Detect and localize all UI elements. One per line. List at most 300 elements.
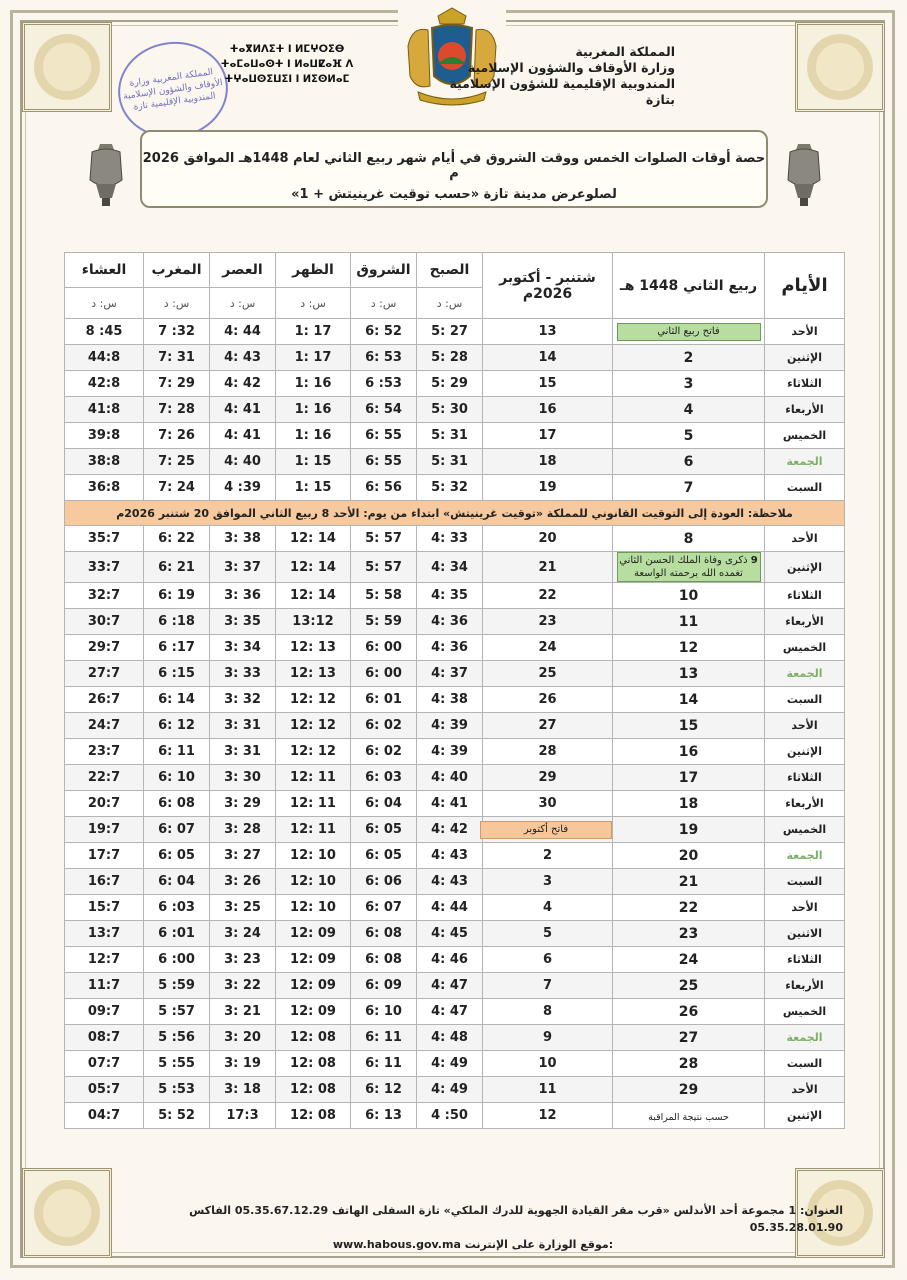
maghrib-time: 32: 7 <box>144 319 210 345</box>
maghrib-time: 00: 6 <box>144 947 210 973</box>
isha-time: 16:7 <box>65 869 144 895</box>
dhuhr-time: 10 :12 <box>276 869 351 895</box>
fajr-time: 45 :4 <box>417 921 483 947</box>
fajr-time: 29 :5 <box>417 371 483 397</box>
table-row <box>65 1025 845 1051</box>
hijri-date: 25 <box>613 973 765 999</box>
asr-time: 33 :3 <box>210 661 276 687</box>
isha-time: 24:7 <box>65 713 144 739</box>
gregorian-date: 18 <box>483 449 613 475</box>
gregorian-date: 17 <box>483 423 613 449</box>
dhuhr-time: 08 :12 <box>276 1025 351 1051</box>
gregorian-date: 8 <box>483 999 613 1025</box>
header-row <box>65 253 845 288</box>
shuruq-time: 08 :6 <box>351 947 417 973</box>
asr-time: 32 :3 <box>210 687 276 713</box>
asr-time: 23 :3 <box>210 947 276 973</box>
gregorian-date: 5 <box>483 921 613 947</box>
hijri-date: 15 <box>613 713 765 739</box>
day-name: السبت <box>765 869 845 895</box>
dhuhr-time: 08 :12 <box>276 1077 351 1103</box>
gregorian-date: 28 <box>483 739 613 765</box>
gregorian-date: 10 <box>483 1051 613 1077</box>
hijri-date: 11 <box>613 609 765 635</box>
maghrib-time: 10 :6 <box>144 765 210 791</box>
shuruq-time: 07 :6 <box>351 895 417 921</box>
hijri-date: 21 <box>613 869 765 895</box>
dhuhr-time: 12 :12 <box>276 713 351 739</box>
table-row <box>65 1077 845 1103</box>
table-row <box>65 817 845 843</box>
dhuhr-time: 09 :12 <box>276 999 351 1025</box>
asr-time: 27 :3 <box>210 843 276 869</box>
dhuhr-time: 10 :12 <box>276 895 351 921</box>
header-gregorian: شتنبر - أكتوبر 2026م <box>483 253 613 319</box>
maghrib-time: 28 :7 <box>144 397 210 423</box>
hijri-date: 8 <box>613 526 765 552</box>
gregorian-date: 2 <box>483 843 613 869</box>
isha-time: 41:8 <box>65 397 144 423</box>
asr-time: 39: 4 <box>210 475 276 501</box>
table-row <box>65 552 845 583</box>
maghrib-time: 05 :6 <box>144 843 210 869</box>
asr-time: 29 :3 <box>210 791 276 817</box>
table-row <box>65 583 845 609</box>
gregorian-date: 9 <box>483 1025 613 1051</box>
corner-ornament-icon <box>22 22 112 112</box>
shuruq-time: 11 :6 <box>351 1051 417 1077</box>
asr-time: 24 :3 <box>210 921 276 947</box>
isha-time: 15:7 <box>65 895 144 921</box>
day-name: الإثنين <box>765 1103 845 1129</box>
dhuhr-time: 09 :12 <box>276 947 351 973</box>
gregorian-date: 4 <box>483 895 613 921</box>
isha-time: 20:7 <box>65 791 144 817</box>
dhuhr-time: 14 :12 <box>276 526 351 552</box>
amazigh-header <box>192 42 382 87</box>
table-row <box>65 765 845 791</box>
day-name: الخميس <box>765 635 845 661</box>
prayer-times-table <box>64 252 845 1129</box>
maghrib-time: 56: 5 <box>144 1025 210 1051</box>
shuruq-time: 11 :6 <box>351 1025 417 1051</box>
table-row <box>65 843 845 869</box>
observation-note: حسب نتيجة المراقبة <box>648 1111 729 1123</box>
isha-time: 11:7 <box>65 973 144 999</box>
gregorian-date: 16 <box>483 397 613 423</box>
isha-time: 23:7 <box>65 739 144 765</box>
fajr-time: 39 :4 <box>417 713 483 739</box>
isha-time: 13:7 <box>65 921 144 947</box>
prayer-times-table-wrap <box>64 252 844 1129</box>
shuruq-time: 53 :6 <box>351 345 417 371</box>
dhuhr-time: 15 :1 <box>276 475 351 501</box>
shuruq-time: 13 :6 <box>351 1103 417 1129</box>
shuruq-time: 53: 6 <box>351 371 417 397</box>
isha-time: 26:7 <box>65 687 144 713</box>
time-change-note-row <box>65 501 845 526</box>
october-start-note: فاتح أكتوبر <box>480 821 612 839</box>
asr-time: 21 :3 <box>210 999 276 1025</box>
gregorian-date: 6 <box>483 947 613 973</box>
maghrib-time: 14 :6 <box>144 687 210 713</box>
asr-time: 40 :4 <box>210 449 276 475</box>
table-row <box>65 739 845 765</box>
ministry-line: بتازة <box>645 92 675 107</box>
amazigh-line: ⵜⴰⵎⴰⵡⴰⵙⵜ ⵏ ⵍⴰⵡⵇⴰⴼ ⴷ ⵜⵖⴰⵡⵙⵉⵡⵉⵏ ⵏ ⵍⵉⵙⵍⴰⵎ <box>220 59 354 85</box>
asr-time: 42 :4 <box>210 371 276 397</box>
fajr-time: 32 :5 <box>417 475 483 501</box>
day-name: الثلاثاء <box>765 371 845 397</box>
fajr-time: 49 :4 <box>417 1051 483 1077</box>
isha-time: 35:7 <box>65 526 144 552</box>
asr-time: 35 :3 <box>210 609 276 635</box>
maghrib-time: 55: 5 <box>144 1051 210 1077</box>
maghrib-time: 12 :6 <box>144 713 210 739</box>
gregorian-date: 20 <box>483 526 613 552</box>
isha-time: 04:7 <box>65 1103 144 1129</box>
footer-website <box>103 1236 843 1253</box>
dhuhr-time: 16 :1 <box>276 371 351 397</box>
dhuhr-time: 09 :12 <box>276 973 351 999</box>
hijri-date: 22 <box>613 895 765 921</box>
fajr-time: 43 :4 <box>417 843 483 869</box>
day-name: الخميس <box>765 817 845 843</box>
day-name: الجمعة <box>765 449 845 475</box>
hijri-date: 5 <box>613 423 765 449</box>
gregorian-date: 22 <box>483 583 613 609</box>
header-maghrib: المغرب <box>144 253 210 288</box>
dhuhr-time: 08 :12 <box>276 1051 351 1077</box>
shuruq-time: 57 :5 <box>351 552 417 583</box>
gregorian-date: 26 <box>483 687 613 713</box>
isha-time: 19:7 <box>65 817 144 843</box>
title-line-1: حصة أوقات الصلوات الخمس ووقت الشروق في أيام شهر ربيع الثاني لعام 1448هـ الموافق 2026 م <box>142 151 766 181</box>
dhuhr-time: 17 :1 <box>276 319 351 345</box>
shuruq-time: 12 :6 <box>351 1077 417 1103</box>
fajr-time: 40 :4 <box>417 765 483 791</box>
fajr-time: 34 :4 <box>417 552 483 583</box>
hijri-date <box>613 319 765 345</box>
asr-time: 28 :3 <box>210 817 276 843</box>
dhuhr-time: 08 :12 <box>276 1103 351 1129</box>
table-note-section <box>65 501 845 526</box>
fajr-time: 49 :4 <box>417 1077 483 1103</box>
isha-time: 45: 8 <box>65 319 144 345</box>
website-label: موقع الوزارة على الإنترنت: <box>464 1238 614 1251</box>
asr-time: 19 :3 <box>210 1051 276 1077</box>
maghrib-time: 25 :7 <box>144 449 210 475</box>
commemoration-day: 9 <box>750 555 758 566</box>
fajr-time: 47 :4 <box>417 973 483 999</box>
day-name: الاثنين <box>765 921 845 947</box>
header-days: الأيام <box>765 253 845 319</box>
fajr-time: 36 :4 <box>417 635 483 661</box>
shuruq-time: 01 :6 <box>351 687 417 713</box>
maghrib-time: 22 :6 <box>144 526 210 552</box>
hijri-date: 19 <box>613 817 765 843</box>
dhuhr-time: 17 :1 <box>276 345 351 371</box>
hijri-date: 29 <box>613 1077 765 1103</box>
lantern-icon <box>82 142 130 208</box>
day-name: الأحد <box>765 895 845 921</box>
shuruq-time: 58 :5 <box>351 583 417 609</box>
asr-time: 31 :3 <box>210 713 276 739</box>
fajr-time: 37 :4 <box>417 661 483 687</box>
header-dhuhr: الظهر <box>276 253 351 288</box>
fajr-time: 35 :4 <box>417 583 483 609</box>
isha-time: 30:7 <box>65 609 144 635</box>
table-row <box>65 371 845 397</box>
isha-time: 29:7 <box>65 635 144 661</box>
corner-ornament-icon <box>795 22 885 112</box>
isha-time: 32:7 <box>65 583 144 609</box>
table-row <box>65 397 845 423</box>
day-name: الثلاثاء <box>765 583 845 609</box>
gregorian-date: 13 <box>483 319 613 345</box>
asr-time: 37 :3 <box>210 552 276 583</box>
hijri-date: 6 <box>613 449 765 475</box>
asr-time: 41 :4 <box>210 423 276 449</box>
asr-time: 36 :3 <box>210 583 276 609</box>
table-row <box>65 1103 845 1129</box>
header-isha: العشاء <box>65 253 144 288</box>
dhuhr-time: 16 :1 <box>276 423 351 449</box>
isha-time: 36:8 <box>65 475 144 501</box>
header-hijri: ربيع الثاني 1448 هـ <box>613 253 765 319</box>
day-name: السبت <box>765 475 845 501</box>
dhuhr-time: 13 :12 <box>276 661 351 687</box>
day-name: الأحد <box>765 319 845 345</box>
shuruq-time: 09 :6 <box>351 973 417 999</box>
dhuhr-time: 11 :12 <box>276 817 351 843</box>
table-row <box>65 687 845 713</box>
day-name: الإثنين <box>765 552 845 583</box>
day-name: الثلاثاء <box>765 947 845 973</box>
table-row <box>65 1051 845 1077</box>
gregorian-date: 27 <box>483 713 613 739</box>
fajr-time: 46 :4 <box>417 947 483 973</box>
table-row <box>65 713 845 739</box>
fajr-time: 27 :5 <box>417 319 483 345</box>
asr-time: 18 :3 <box>210 1077 276 1103</box>
isha-time: 17:7 <box>65 843 144 869</box>
asr-time: 31 :3 <box>210 739 276 765</box>
table-row <box>65 869 845 895</box>
hijri-date: 7 <box>613 475 765 501</box>
day-name: الأحد <box>765 526 845 552</box>
day-name: الثلاثاء <box>765 765 845 791</box>
commemoration-note <box>617 552 761 582</box>
time-change-note: ملاحظة: العودة إلى التوقيت القانوني للمملكة «توقيت غرينيتش» ابتداء من يوم: الأحد 8 ربيع الثاني الموافق 20 شتنبر 2026م <box>65 501 845 526</box>
hijri-date: 17 <box>613 765 765 791</box>
unit-label: س: د <box>417 288 483 319</box>
maghrib-time: 19 :6 <box>144 583 210 609</box>
table-row <box>65 449 845 475</box>
maghrib-time: 04 :6 <box>144 869 210 895</box>
gregorian-date <box>483 817 613 843</box>
asr-time: 22 :3 <box>210 973 276 999</box>
table-row <box>65 475 845 501</box>
hijri-date <box>613 1103 765 1129</box>
ministry-header <box>415 44 675 108</box>
asr-time: 20 :3 <box>210 1025 276 1051</box>
table-row <box>65 999 845 1025</box>
maghrib-time: 57: 5 <box>144 999 210 1025</box>
dhuhr-time: 13 :12 <box>276 635 351 661</box>
fajr-time: 31 :5 <box>417 423 483 449</box>
header-asr: العصر <box>210 253 276 288</box>
hijri-date: 12 <box>613 635 765 661</box>
shuruq-time: 57 :5 <box>351 526 417 552</box>
table-row <box>65 423 845 449</box>
unit-label: س: د <box>65 288 144 319</box>
header-fajr: الصبح <box>417 253 483 288</box>
dhuhr-time: 12 :12 <box>276 687 351 713</box>
maghrib-time: 07 :6 <box>144 817 210 843</box>
shuruq-time: 00 :6 <box>351 661 417 687</box>
asr-time: 34 :3 <box>210 635 276 661</box>
dhuhr-time: 10 :12 <box>276 843 351 869</box>
unit-label: س: د <box>210 288 276 319</box>
gregorian-date: 25 <box>483 661 613 687</box>
table-row <box>65 973 845 999</box>
header-shuruq: الشروق <box>351 253 417 288</box>
maghrib-time: 29 :7 <box>144 371 210 397</box>
website-url[interactable]: www.habous.gov.ma <box>332 1238 461 1251</box>
fajr-time: 31 :5 <box>417 449 483 475</box>
isha-time: 09:7 <box>65 999 144 1025</box>
maghrib-time: 52 :5 <box>144 1103 210 1129</box>
isha-time: 33:7 <box>65 552 144 583</box>
fajr-time: 36 :4 <box>417 609 483 635</box>
shuruq-time: 55 :6 <box>351 423 417 449</box>
day-name: الخميس <box>765 423 845 449</box>
gregorian-date: 29 <box>483 765 613 791</box>
hijri-date: 26 <box>613 999 765 1025</box>
fajr-time: 39 :4 <box>417 739 483 765</box>
table-row <box>65 319 845 345</box>
maghrib-time: 08 :6 <box>144 791 210 817</box>
isha-time: 05:7 <box>65 1077 144 1103</box>
title-box <box>140 130 768 208</box>
dhuhr-time: 09 :12 <box>276 921 351 947</box>
shuruq-time: 54 :6 <box>351 397 417 423</box>
maghrib-time: 53: 5 <box>144 1077 210 1103</box>
gregorian-date: 11 <box>483 1077 613 1103</box>
shuruq-time: 56 :6 <box>351 475 417 501</box>
shuruq-time: 05 :6 <box>351 817 417 843</box>
table-row <box>65 921 845 947</box>
shuruq-time: 10 :6 <box>351 999 417 1025</box>
gregorian-date: 23 <box>483 609 613 635</box>
ministry-line: المندوبية الإقليمية للشؤون الإسلامية <box>449 76 675 91</box>
table-row <box>65 661 845 687</box>
corner-ornament-icon <box>22 1168 112 1258</box>
gregorian-date: 30 <box>483 791 613 817</box>
isha-time: 38:8 <box>65 449 144 475</box>
maghrib-time: 15: 6 <box>144 661 210 687</box>
fajr-time: 38 :4 <box>417 687 483 713</box>
maghrib-time: 18: 6 <box>144 609 210 635</box>
ministry-line: المملكة المغربية <box>575 44 675 59</box>
shuruq-time: 52 :6 <box>351 319 417 345</box>
table-row <box>65 345 845 371</box>
maghrib-time: 11 :6 <box>144 739 210 765</box>
hijri-date: 23 <box>613 921 765 947</box>
maghrib-time: 31 :7 <box>144 345 210 371</box>
isha-time: 12:7 <box>65 947 144 973</box>
day-name: الجمعة <box>765 1025 845 1051</box>
stamp-text: المملكة المغربية وزارة الأوقاف والشؤون الإسلامية المندوبية الإقليمية تازة <box>122 67 224 113</box>
dhuhr-time: 11 :12 <box>276 791 351 817</box>
commemoration-text: ذكرى وفاة الملك الحسن الثاني تغمده الله برحمته الواسعة <box>619 555 748 579</box>
day-name: الجمعة <box>765 661 845 687</box>
asr-time: 41 :4 <box>210 397 276 423</box>
gregorian-date: 3 <box>483 869 613 895</box>
gregorian-date: 15 <box>483 371 613 397</box>
hijri-date: 4 <box>613 397 765 423</box>
gregorian-date: 7 <box>483 973 613 999</box>
maghrib-time: 01: 6 <box>144 921 210 947</box>
fajr-time: 41 :4 <box>417 791 483 817</box>
shuruq-time: 02 :6 <box>351 739 417 765</box>
asr-time: 43 :4 <box>210 345 276 371</box>
shuruq-time: 02 :6 <box>351 713 417 739</box>
hijri-date: 3 <box>613 371 765 397</box>
hijri-date: 20 <box>613 843 765 869</box>
table-row <box>65 895 845 921</box>
day-name: الأربعاء <box>765 609 845 635</box>
amazigh-line: ⵜⴰⴳⵍⴷⵉⵜ ⵏ ⵍⵎⵖⵔⵉⴱ <box>229 44 345 55</box>
table-row <box>65 526 845 552</box>
dhuhr-time: 11 :12 <box>276 765 351 791</box>
day-name: الأحد <box>765 1077 845 1103</box>
day-name: الأربعاء <box>765 791 845 817</box>
hijri-date: 18 <box>613 791 765 817</box>
lantern-icon <box>780 142 828 208</box>
gregorian-date: 24 <box>483 635 613 661</box>
shuruq-time: 06 :6 <box>351 869 417 895</box>
maghrib-time: 17: 6 <box>144 635 210 661</box>
ministry-line: وزارة الأوقاف والشؤون الإسلامية <box>467 60 675 75</box>
day-name: الأربعاء <box>765 973 845 999</box>
isha-time: 22:7 <box>65 765 144 791</box>
table-row <box>65 635 845 661</box>
unit-label: س: د <box>351 288 417 319</box>
shuruq-time: 03 :6 <box>351 765 417 791</box>
dhuhr-time: 16 :1 <box>276 397 351 423</box>
fajr-time: 33 :4 <box>417 526 483 552</box>
dhuhr-time: 14 :12 <box>276 583 351 609</box>
table-row <box>65 947 845 973</box>
maghrib-time: 26 :7 <box>144 423 210 449</box>
unit-label: س: د <box>144 288 210 319</box>
hijri-date: 10 <box>613 583 765 609</box>
maghrib-time: 21 :6 <box>144 552 210 583</box>
isha-time: 39:8 <box>65 423 144 449</box>
day-name: السبت <box>765 1051 845 1077</box>
asr-time: 30 :3 <box>210 765 276 791</box>
isha-time: 08:7 <box>65 1025 144 1051</box>
fajr-time: 42 :4 <box>417 817 483 843</box>
isha-time: 27:7 <box>65 661 144 687</box>
isha-time: 07:7 <box>65 1051 144 1077</box>
fajr-time: 44 :4 <box>417 895 483 921</box>
hijri-date <box>613 552 765 583</box>
hijri-date: 28 <box>613 1051 765 1077</box>
dhuhr-time: 15 :1 <box>276 449 351 475</box>
